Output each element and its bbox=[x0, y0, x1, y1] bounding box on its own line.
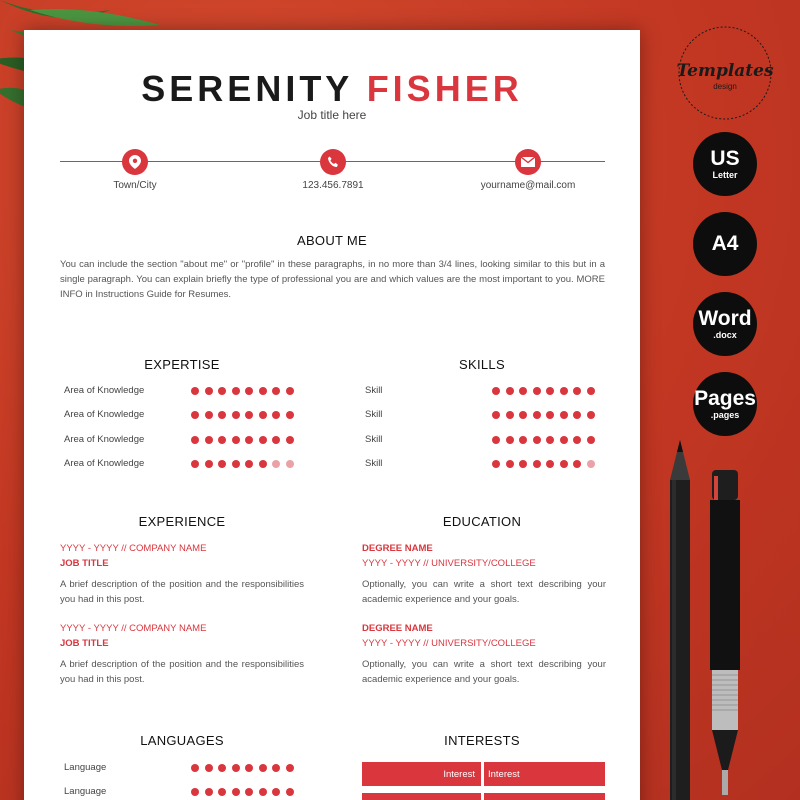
rating-dot-empty bbox=[587, 460, 595, 468]
job-title: Job title here bbox=[297, 108, 367, 122]
rating-dot-filled bbox=[506, 436, 514, 444]
rating-dot-filled bbox=[232, 764, 240, 772]
rating-label: Area of Knowledge bbox=[64, 433, 145, 445]
expertise-heading: EXPERTISE bbox=[144, 357, 220, 372]
education-desc: Optionally, you can write a short text describing your academic experience and your goals. bbox=[362, 659, 606, 685]
rating-dot-filled bbox=[560, 436, 568, 444]
rating-dot-filled bbox=[272, 764, 280, 772]
rating-dot-filled bbox=[232, 387, 240, 395]
rating-dot-filled bbox=[191, 788, 199, 796]
contact-phone: 123.456.7891 bbox=[302, 180, 364, 191]
rating-dot-filled bbox=[587, 387, 595, 395]
rating-dot-filled bbox=[245, 387, 253, 395]
rating-dot-filled bbox=[560, 387, 568, 395]
experience-title: JOB TITLE bbox=[60, 558, 109, 569]
rating-dot-filled bbox=[286, 788, 294, 796]
rating-dot-filled bbox=[218, 788, 226, 796]
rating-dot-filled bbox=[546, 387, 554, 395]
rating-dot-filled bbox=[573, 387, 581, 395]
rating-dot-filled bbox=[272, 411, 280, 419]
experience-desc: A brief description of the position and the responsibilities you had in this post. bbox=[60, 659, 304, 685]
rating-dot-filled bbox=[259, 764, 267, 772]
rating-dot-filled bbox=[492, 460, 500, 468]
rating-dot-filled bbox=[272, 436, 280, 444]
experience-dates: YYYY - YYYY // COMPANY NAME bbox=[60, 543, 207, 554]
templates-design-logo bbox=[672, 20, 778, 126]
rating-label: Area of Knowledge bbox=[64, 385, 145, 396]
languages-heading: LANGUAGES bbox=[140, 733, 224, 748]
rating-dot-filled bbox=[245, 788, 253, 796]
rating-dots bbox=[191, 387, 294, 395]
education-desc: Optionally, you can write a short text describing your academic experience and your goals. bbox=[362, 579, 606, 605]
interest-box: Interest bbox=[484, 762, 605, 786]
rating-label: Skill bbox=[365, 457, 383, 469]
rating-dot-filled bbox=[546, 436, 554, 444]
rating-dot-filled bbox=[205, 411, 213, 419]
education-dates: YYYY - YYYY // UNIVERSITY/COLLEGE bbox=[362, 638, 536, 649]
interests-heading: INTERESTS bbox=[444, 733, 520, 748]
rating-dot-filled bbox=[492, 387, 500, 395]
rating-dot-filled bbox=[546, 411, 554, 419]
education-heading: EDUCATION bbox=[442, 514, 522, 529]
rating-dot-filled bbox=[587, 411, 595, 419]
rating-dot-filled bbox=[506, 387, 514, 395]
rating-dots bbox=[191, 460, 294, 468]
experience-dates: YYYY - YYYY // COMPANY NAME bbox=[60, 623, 207, 634]
pencil-decoration bbox=[660, 440, 700, 800]
resume-page bbox=[24, 30, 640, 800]
rating-dot-filled bbox=[506, 411, 514, 419]
rating-dot-filled bbox=[191, 436, 199, 444]
rating-dot-filled bbox=[519, 460, 527, 468]
rating-dot-filled bbox=[286, 387, 294, 395]
rating-dot-filled bbox=[259, 460, 267, 468]
rating-dot-filled bbox=[218, 411, 226, 419]
rating-dot-filled bbox=[245, 436, 253, 444]
badge-subtitle: .docx bbox=[713, 330, 737, 340]
rating-dot-filled bbox=[232, 411, 240, 419]
interest-box-empty bbox=[362, 793, 481, 800]
rating-dots bbox=[191, 411, 294, 419]
rating-dot-filled bbox=[205, 460, 213, 468]
rating-label: Skill bbox=[365, 409, 383, 421]
rating-dots bbox=[191, 764, 294, 772]
badge-title: US bbox=[710, 147, 740, 170]
rating-dot-empty bbox=[286, 460, 294, 468]
rating-dot-filled bbox=[519, 436, 527, 444]
rating-dots bbox=[492, 460, 595, 468]
badge-subtitle: Letter bbox=[712, 170, 738, 180]
rating-dot-filled bbox=[205, 387, 213, 395]
rating-dot-filled bbox=[218, 460, 226, 468]
rating-dot-filled bbox=[272, 387, 280, 395]
rating-dot-filled bbox=[573, 436, 581, 444]
rating-label: Language bbox=[64, 762, 107, 773]
rating-dot-filled bbox=[205, 788, 213, 796]
rating-dot-filled bbox=[506, 460, 514, 468]
rating-dot-filled bbox=[191, 460, 199, 468]
rating-label: Skill bbox=[365, 385, 383, 396]
rating-dot-filled bbox=[245, 764, 253, 772]
badge-subtitle: .pages bbox=[710, 410, 740, 420]
rating-label: Skill bbox=[365, 433, 383, 445]
badge-title: Pages bbox=[694, 387, 756, 410]
experience-title: JOB TITLE bbox=[60, 638, 109, 649]
rating-dot-filled bbox=[286, 764, 294, 772]
last-name: FISHER bbox=[366, 68, 523, 109]
education-degree: DEGREE NAME bbox=[362, 623, 433, 634]
rating-label: Language bbox=[64, 786, 107, 797]
rating-dot-filled bbox=[272, 788, 280, 796]
rating-dot-filled bbox=[191, 764, 199, 772]
rating-dot-filled bbox=[546, 460, 554, 468]
format-badge-us-letter bbox=[693, 132, 757, 196]
rating-dot-empty bbox=[272, 460, 280, 468]
rating-dots bbox=[191, 436, 294, 444]
badge-title: A4 bbox=[711, 232, 739, 255]
resume-name bbox=[24, 68, 640, 110]
rating-dots bbox=[191, 788, 294, 796]
contact-email: yourname@mail.com bbox=[480, 180, 576, 191]
rating-dot-filled bbox=[232, 788, 240, 796]
rating-label: Area of Knowledge bbox=[64, 457, 145, 469]
badge-title: Word bbox=[698, 307, 752, 330]
rating-dot-filled bbox=[232, 460, 240, 468]
rating-dots bbox=[492, 436, 595, 444]
rating-dot-filled bbox=[492, 436, 500, 444]
rating-dot-filled bbox=[587, 436, 595, 444]
location-pin-icon bbox=[122, 149, 148, 175]
rating-dot-filled bbox=[533, 387, 541, 395]
phone-icon bbox=[320, 149, 346, 175]
rating-dot-filled bbox=[191, 387, 199, 395]
rating-dot-filled bbox=[560, 460, 568, 468]
format-badge-a4 bbox=[693, 212, 757, 276]
skills-heading: SKILLS bbox=[459, 357, 505, 372]
rating-dot-filled bbox=[245, 411, 253, 419]
rating-dot-filled bbox=[519, 411, 527, 419]
rating-dot-filled bbox=[533, 411, 541, 419]
rating-dot-filled bbox=[259, 387, 267, 395]
rating-dot-filled bbox=[259, 788, 267, 796]
logo-name: Templates bbox=[676, 61, 774, 81]
pen-decoration bbox=[700, 470, 750, 800]
rating-dot-filled bbox=[232, 436, 240, 444]
rating-dot-filled bbox=[191, 411, 199, 419]
about-heading: ABOUT ME bbox=[296, 233, 368, 248]
rating-dot-filled bbox=[205, 436, 213, 444]
rating-dot-filled bbox=[286, 436, 294, 444]
rating-dot-filled bbox=[259, 436, 267, 444]
rating-dot-filled bbox=[533, 460, 541, 468]
education-dates: YYYY - YYYY // UNIVERSITY/COLLEGE bbox=[362, 558, 536, 569]
rating-dot-filled bbox=[573, 411, 581, 419]
logo-sub: design bbox=[713, 82, 737, 91]
experience-heading: EXPERIENCE bbox=[138, 514, 226, 529]
contact-location: Town/City bbox=[113, 180, 157, 191]
rating-dots bbox=[492, 387, 595, 395]
interest-box-empty bbox=[484, 793, 605, 800]
rating-label: Area of Knowledge bbox=[64, 409, 145, 421]
rating-dot-filled bbox=[259, 411, 267, 419]
rating-dot-filled bbox=[286, 411, 294, 419]
rating-dot-filled bbox=[218, 436, 226, 444]
rating-dot-filled bbox=[519, 387, 527, 395]
about-text: You can include the section "about me" or "profile" in these paragraphs, in no more than 3/4 lines, looking similar to this but in a single paragraph. You can explain briefly the type of professional you are and which values are the most important to you. MORE INFO in Instructions Guide for Resumes. bbox=[60, 259, 605, 300]
rating-dot-filled bbox=[245, 460, 253, 468]
rating-dot-filled bbox=[533, 436, 541, 444]
rating-dots bbox=[492, 411, 595, 419]
rating-dot-filled bbox=[205, 764, 213, 772]
rating-dot-filled bbox=[492, 411, 500, 419]
education-degree: DEGREE NAME bbox=[362, 543, 433, 554]
interest-box: Interest bbox=[362, 762, 481, 786]
experience-desc: A brief description of the position and the responsibilities you had in this post. bbox=[60, 579, 304, 605]
format-badge-word bbox=[693, 292, 757, 356]
first-name: SERENITY bbox=[141, 68, 353, 109]
rating-dot-filled bbox=[218, 387, 226, 395]
mail-icon bbox=[515, 149, 541, 175]
rating-dot-filled bbox=[560, 411, 568, 419]
rating-dot-filled bbox=[218, 764, 226, 772]
rating-dot-filled bbox=[573, 460, 581, 468]
format-badge-pages bbox=[693, 372, 757, 436]
